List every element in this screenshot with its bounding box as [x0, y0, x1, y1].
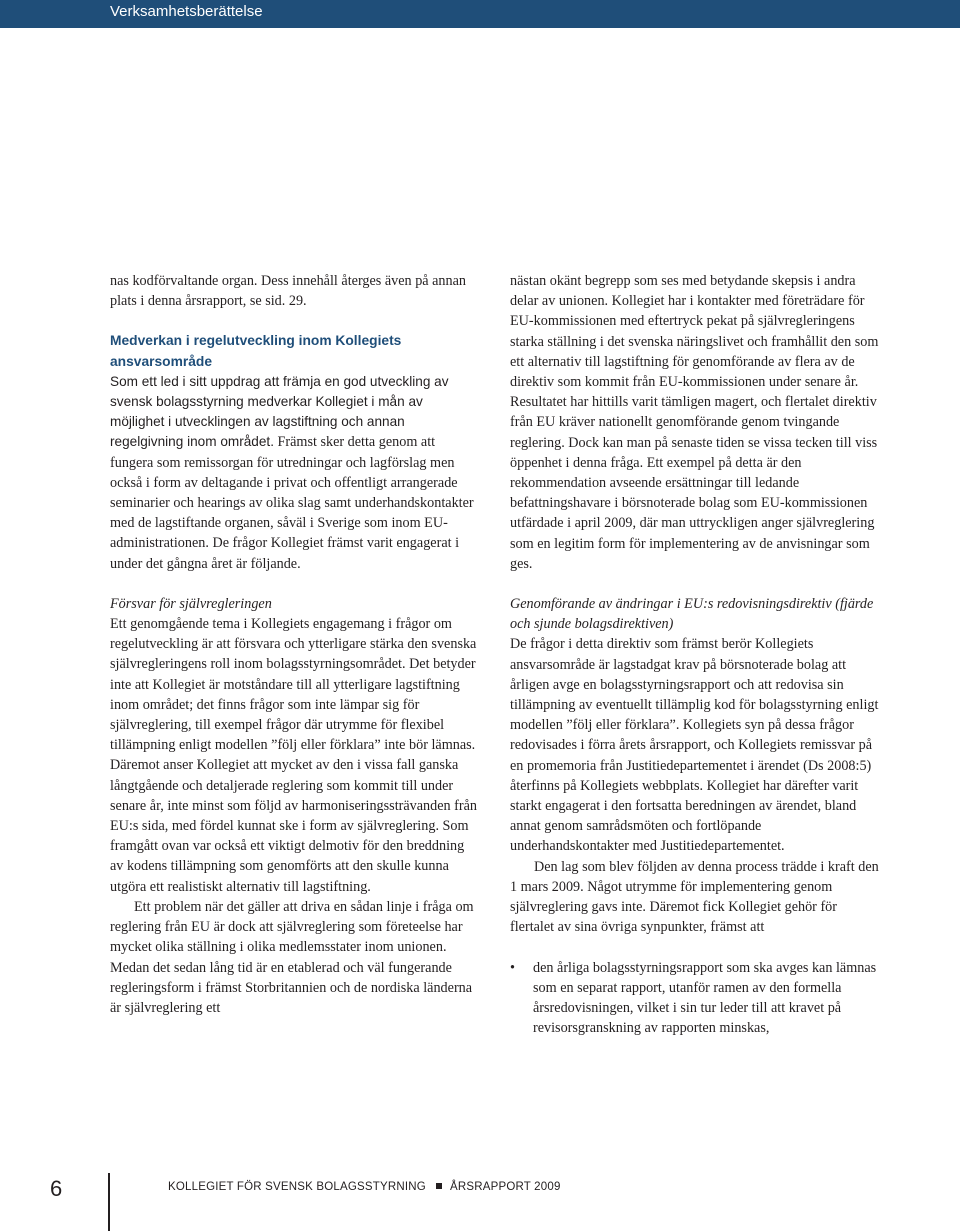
left-column — [110, 271, 478, 1018]
subheading-redovisningsdirektiv: Genomförande av ändringar i EU:s redovisningsdirektiv (fjärde och sjunde bolagsdirektiven) — [510, 596, 874, 633]
body-text: Främst sker detta genom att fungera som remissorgan för utredningar och lagförslag men också i form av deltagande i privat och offentligt arrangerade seminarier och hearings av olika slag samt underhandskontakter med de lagstiftande organen, såväl i Sverige som inom EU-administrationen. De frågor Kollegiet främst varit engagerat i under det gångna året är följande. — [110, 434, 474, 572]
paragraph-direktiv: De frågor i detta direktiv som främst berör Kollegiets ansvarsområde är lagstadgat krav på börsnoterade bolag att årligen avge en bolagsstyrningsrapport och att redovisa sin tillämpning av eventuellt tillämplig kod för bolagsstyrning enligt modellen ”följ eller förklara”. Kollegiets syn på dessa frågor redovisades i förra årets årsrapport, och Kollegiets remissvar på en promemoria från Justitiedepartementet i ärendet (Ds 2008:5) återfinns på Kollegiets webbplats. Kollegiet har därefter varit starkt engagerat i den fortsatta beredningen av ärendet, bland annat genom samrådsmöten och fortlöpande underhandskontakter med Justitiedepartementet. — [510, 636, 879, 855]
header-bar — [0, 0, 960, 28]
paragraph-eu-kommissionen: nästan okänt begrepp som ses med betydande skepsis i andra delar av unionen. Kollegiet har i kontakter med företrädare för EU-kommissionen med eftertryck pekat på självregleringens starka ställning i det svenska näringslivet och framhållit den som ett alternativ till lagstiftning för genomförande av flera av de direktiv som kommit från EU-kommissionen under senare år. Resultatet har hittills varit tämligen magert, och flertalet direktiv från EU kräver nationellt genomförande genom tvingande reglering. Dock kan man på senaste tiden se vissa tecken till viss öppenhet i denna fråga. Ett exempel på detta är den rekommendation avseende ersättningar till ledande befattningshavare i börsnoterade bolag som EU-kommissionen utfärdade i april 2009, där man uttryckligen anger självreglering som en legitim form för implementering av de anvisningar som ges. — [510, 273, 879, 572]
intro-paragraph: nas kodförvaltande organ. Dess innehåll återges även på annan plats i denna årsrapport, se sid. 29. — [110, 273, 467, 310]
footer-divider — [108, 1173, 110, 1231]
footer-report: ÅRSRAPPORT 2009 — [449, 1181, 561, 1193]
paragraph-problem: Ett problem när det gäller att driva en sådan linje i fråga om reglering från EU är dock att självreglering som företeelse har mycket olika ställning i olika medlemsstater inom unionen. Medan det sedan lång tid är en etablerad och väl fungerande regleringsform i främst Storbritannien och de nordiska länderna är självreglering ett — [110, 898, 474, 1016]
right-column — [510, 271, 882, 1038]
paragraph-regelutveckling — [110, 372, 478, 574]
bullet-list — [510, 958, 882, 1039]
square-separator-icon — [436, 1183, 442, 1189]
section-title: Verksamhetsberättelse — [110, 3, 263, 20]
paragraph-lag: Den lag som blev följden av denna process trädde i kraft den 1 mars 2009. Något utrymme för implementering genom självreglering gavs inte. Däremot fick Kollegiet gehör för flertalet av sina övriga synpunkter, främst att — [510, 858, 879, 936]
list-item: • den årliga bolagsstyrningsrapport som ska avges kan lämnas som en separat rapport, utanför ramen av den formella årsredovisningen, vilket i sin tur leder till att kravet på revisorsgranskning av rapporten minskas, — [510, 958, 882, 1039]
paragraph-sjalvreglering: Ett genomgående tema i Kollegiets engagemang i frågor om regelutveckling är att försvara och ytterligare stärka den svenska självregleringens roll inom bolagsstyrningsområdet. Det betyder inte att Kollegiet är motståndare till all ytterligare lagstiftning inom området; det finns frågor som inte lämpar sig för självreglering, till exempel frågor där utrymme för flexibel tillämpning enligt modellen ”följ eller förklara” inte bör lämnas. Däremot anser Kollegiet att mycket av den i vissa fall ganska långtgående och detaljerade reglering som kommit till under senare år, inte minst som följd av harmoniseringssträvanden från EU:s sida, med fördel kunnat ske i form av självreglering. Som framgått ovan var också ett viktigt delmotiv för den breddning av kodens tillämpning som genomförts att den skulle kunna utgöra ett realistiskt alternativ till lagstiftning. — [110, 616, 478, 895]
subheading-sjalvreglering: Försvar för självregleringen — [110, 595, 272, 612]
page-number: 6 — [50, 1176, 63, 1201]
footer-org: KOLLEGIET FÖR SVENSK BOLAGSSTYRNING — [168, 1181, 426, 1193]
lead-text: Som ett led i sitt uppdrag att främja en god utveckling av svensk bolagsstyrning medverkar Kollegiet i mån av möjlighet i utvecklingen av lagstiftning och annan regelgivning inom området. — [110, 373, 449, 450]
footer-running-title — [168, 1181, 561, 1193]
section-heading: Medverkan i regelutveckling inom Kollegiets ansvarsområde — [110, 333, 402, 369]
